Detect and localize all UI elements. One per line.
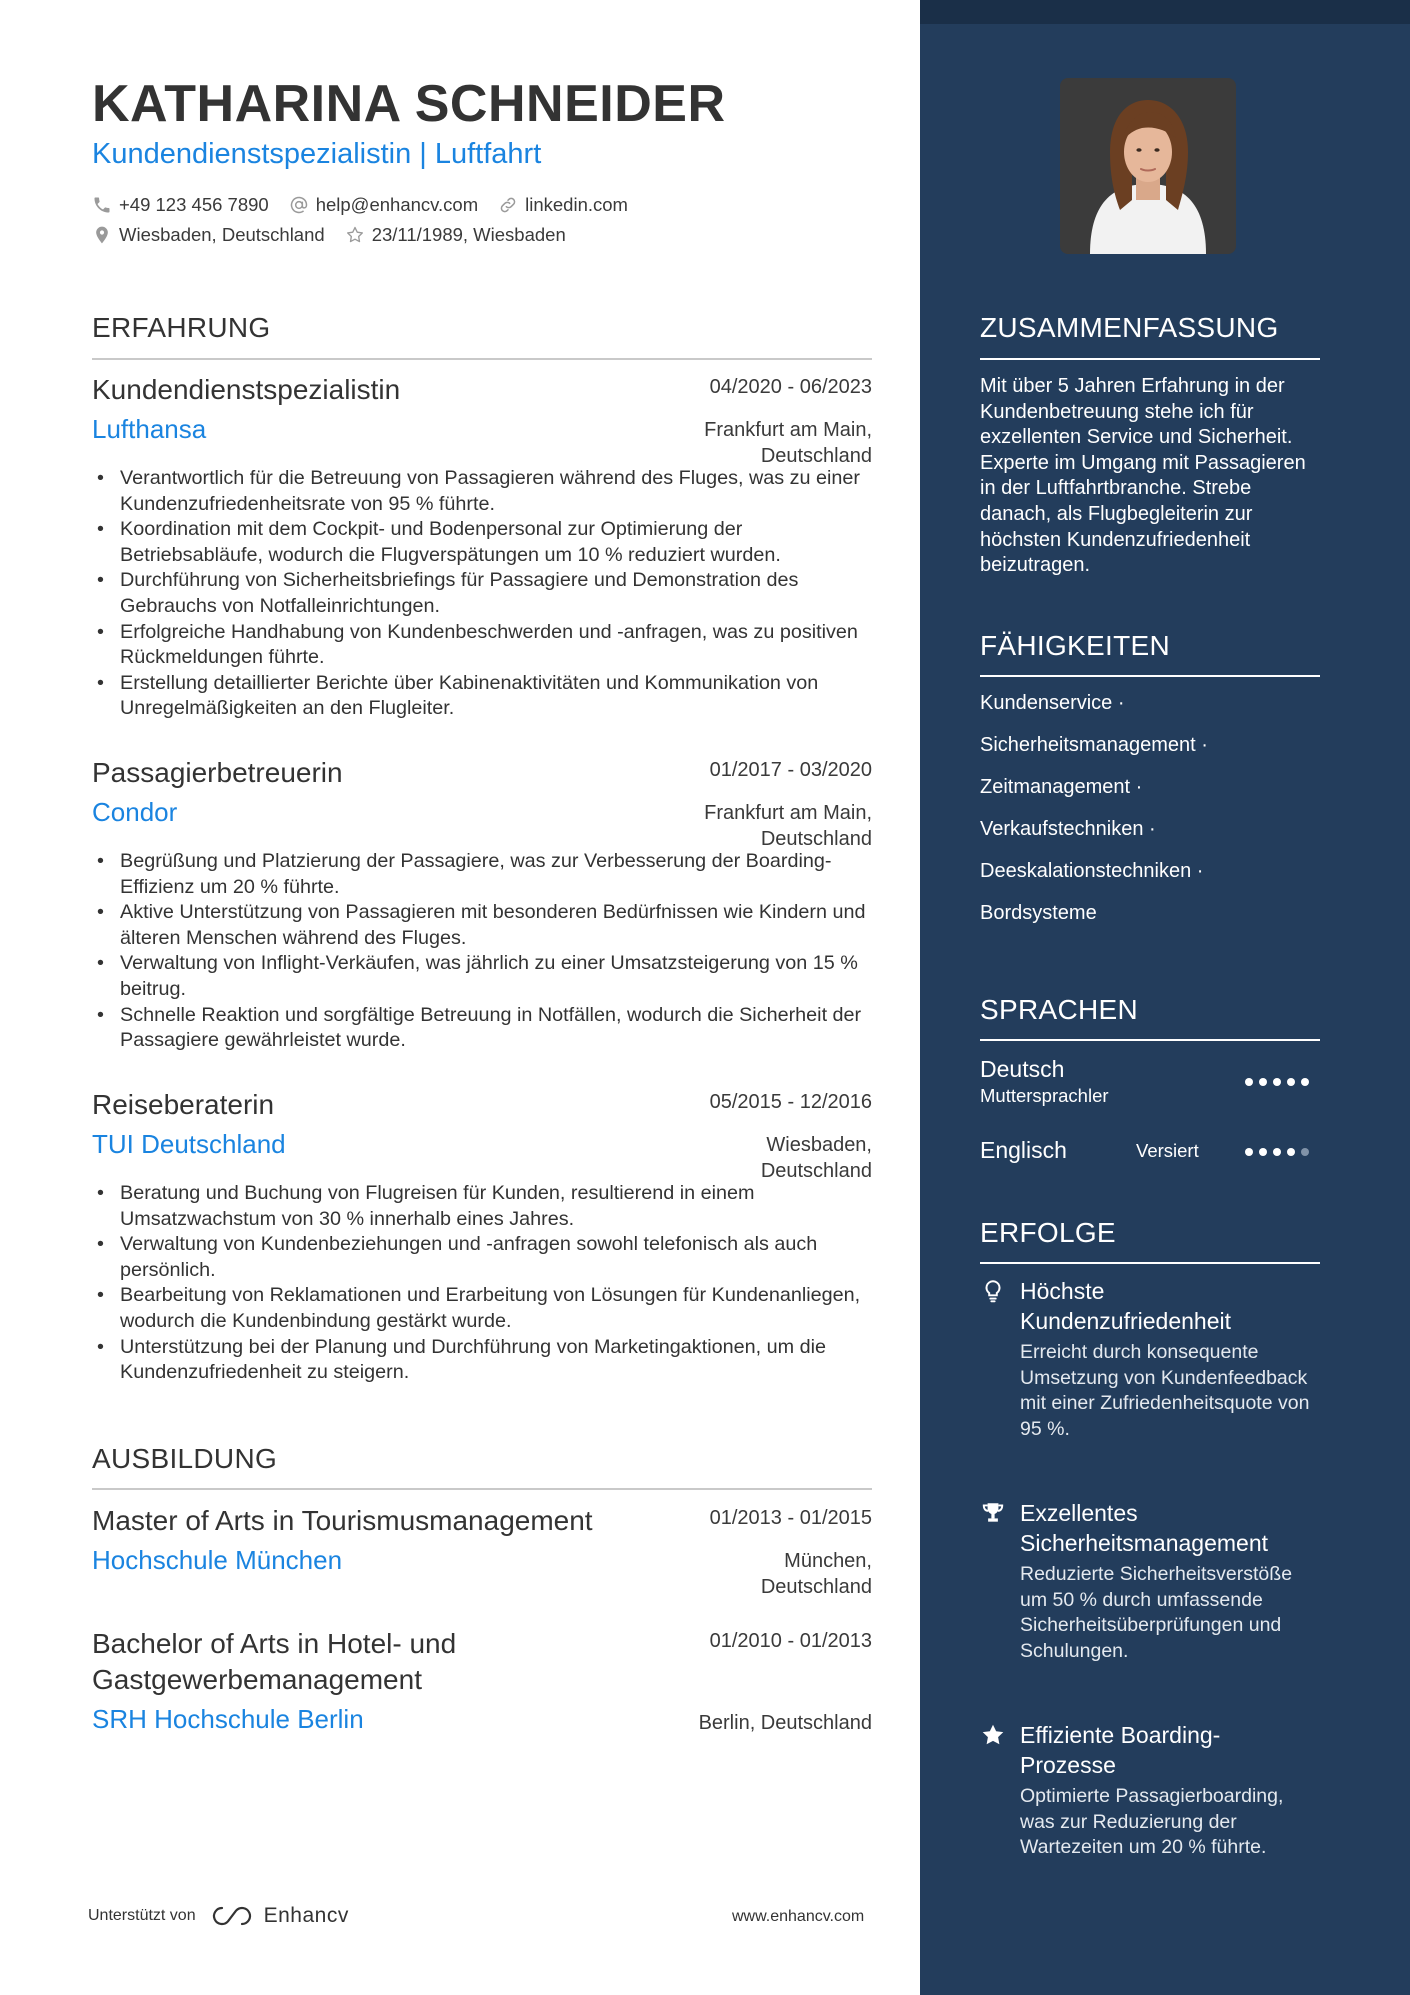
achievements-divider (980, 1262, 1320, 1264)
degree-title: Master of Arts in Tourismusmanagement (92, 1505, 593, 1536)
achievement-title-line1: Effiziente Boarding- (1020, 1722, 1221, 1748)
brand-name: Enhancv (263, 1904, 349, 1927)
rating-dot-filled (1259, 1148, 1267, 1156)
degree-title-line1: Bachelor of Arts in Hotel- und (92, 1628, 457, 1659)
skill-item: Sicherheitsmanagement · (980, 734, 1208, 756)
contact-row-1 (92, 194, 648, 216)
lightbulb-icon (980, 1278, 1006, 1304)
portrait-image (1060, 78, 1236, 254)
job-location-line1: Frankfurt am Main, (704, 419, 872, 441)
profile-photo (1060, 78, 1236, 254)
summary-heading: ZUSAMMENFASSUNG (980, 312, 1279, 343)
powered-by-text: Unterstützt von (88, 1907, 196, 1924)
phone-icon (92, 195, 112, 215)
job-bullets (92, 466, 872, 722)
job-bullet: • Verwaltung von Inflight-Verkäufen, was jährlich zu einer Umsatzsteigerung von 15 % beitrug. (92, 951, 872, 1002)
job-bullet: • Schnelle Reaktion und sorgfältige Betreuung in Notfällen, wodurch die Sicherheit der Passagiere gewährleistet wurde. (92, 1003, 872, 1054)
achievements-heading: ERFOLGE (980, 1217, 1116, 1248)
experience-heading: ERFAHRUNG (92, 312, 271, 343)
job-company: TUI Deutschland (92, 1129, 286, 1159)
email-link[interactable]: help@enhancv.com (315, 194, 479, 215)
rating-dot-filled (1287, 1078, 1295, 1086)
school-name: Hochschule München (92, 1545, 343, 1575)
trophy-icon (980, 1500, 1006, 1526)
enhancv-logo-icon (208, 1904, 256, 1928)
job-role: Passagierbetreuerin (92, 757, 343, 788)
summary-divider (980, 358, 1320, 360)
job-company: Condor (92, 797, 178, 827)
job-company: Lufthansa (92, 414, 207, 444)
rating-dot-filled (1245, 1078, 1253, 1086)
job-location-line1: Wiesbaden, (766, 1134, 872, 1156)
education-location-line1: München, (784, 1550, 872, 1572)
achievement-title-line2: Prozesse (1020, 1752, 1116, 1778)
school-name: SRH Hochschule Berlin (92, 1704, 364, 1734)
skill-item: Verkaufstechniken · (980, 818, 1156, 840)
contact-phone (92, 194, 269, 216)
job-bullet: • Erfolgreiche Handhabung von Kundenbeschwerden und -anfragen, was zu positiven Rückmeldungen führte. (92, 620, 872, 671)
job-role: Kundendienstspezialistin (92, 374, 401, 405)
job-location (761, 1133, 872, 1184)
achievement-title-line1: Höchste (1020, 1278, 1105, 1304)
skills-heading: FÄHIGKEITEN (980, 630, 1170, 661)
summary-text: Mit über 5 Jahren Erfahrung in der Kundenbetreuung stehe ich für exzellenten Service und Sicherheit. Experte im Umgang mit Passagieren in der Luftfahrtbranche. Strebe danach, als Flugbegleiterin zur höchsten Kundenzufriedenheit beizutragen. (980, 375, 1306, 577)
star-icon (980, 1722, 1006, 1748)
sidebar (920, 0, 1410, 1995)
achievement-item (980, 1276, 1360, 1442)
rating-dot-filled (1273, 1078, 1281, 1086)
linkedin-link[interactable]: linkedin.com (525, 194, 628, 215)
map-pin-icon (92, 225, 112, 245)
location-text: Wiesbaden, Deutschland (119, 224, 325, 245)
job-location-line2: Deutschland (760, 444, 872, 467)
education-date: 01/2013 - 01/2015 (709, 1507, 872, 1529)
achievement-title-line1: Exzellentes (1020, 1500, 1138, 1526)
rating-dot-filled (1245, 1148, 1253, 1156)
job-bullet: • Begrüßung und Platzierung der Passagiere, was zur Verbesserung der Boarding-Effizienz um 20 % führte. (92, 849, 872, 900)
job-bullet: • Unterstützung bei der Planung und Durchführung von Marketingaktionen, um die Kundenzufriedenheit zu steigern. (92, 1335, 872, 1386)
contact-row-2 (92, 224, 586, 246)
rating-dot-filled (1301, 1078, 1309, 1086)
job-role: Reiseberaterin (92, 1089, 275, 1120)
job-location-line2: Deutschland (760, 827, 872, 850)
contact-birth (345, 224, 566, 246)
experience-entry (92, 1087, 872, 1386)
job-bullet: • Verantwortlich für die Betreuung von Passagieren während des Fluges, was zu einer Kundenzufriedenheitsrate von 95 % führte. (92, 466, 872, 517)
language-name: Deutsch (980, 1056, 1065, 1082)
language-rating (1245, 1078, 1315, 1086)
contact-linkedin (498, 194, 628, 216)
languages-heading: SPRACHEN (980, 994, 1138, 1025)
candidate-title: Kundendienstspezialistin | Luftfahrt (92, 138, 542, 170)
education-divider (92, 1488, 872, 1490)
language-level: Versiert (1136, 1140, 1199, 1161)
job-bullet: • Bearbeitung von Reklamationen und Erarbeitung von Lösungen für Kundenanliegen, wodurch die Kundenbindung gestärkt wurde. (92, 1283, 872, 1334)
skill-item: Deeskalationstechniken · (980, 860, 1204, 882)
achievement-desc: Erreicht durch konsequente Umsetzung von Kundenfeedback mit einer Zufriedenheitsquote von 95 %. (1020, 1341, 1310, 1440)
rating-dot-filled (1273, 1148, 1281, 1156)
job-bullets (92, 1181, 872, 1386)
education-entry (92, 1626, 872, 1736)
sidebar-top-bar (920, 0, 1410, 24)
language-level: Muttersprachler (980, 1085, 1109, 1106)
degree-title-line2: Gastgewerbemanagement (92, 1664, 422, 1695)
candidate-name: KATHARINA SCHNEIDER (92, 75, 726, 133)
job-bullet: • Verwaltung von Kundenbeziehungen und -anfragen sowohl telefonisch als auch persönlich. (92, 1232, 872, 1283)
education-location-line2: Deutschland (760, 1575, 872, 1598)
job-location (704, 418, 872, 469)
experience-divider (92, 358, 872, 360)
language-name: Englisch (980, 1137, 1067, 1163)
job-location-line1: Frankfurt am Main, (704, 802, 872, 824)
education-entry (92, 1503, 872, 1598)
achievement-title-line2: Sicherheitsmanagement (1020, 1530, 1269, 1556)
achievement-desc: Optimierte Passagierboarding, was zur Reduzierung der Wartezeiten um 20 % führte. (1020, 1785, 1284, 1859)
education-heading: AUSBILDUNG (92, 1443, 278, 1474)
footer-branding (88, 1904, 349, 1928)
skill-item: Bordsysteme (980, 902, 1097, 924)
star-outline-icon (345, 225, 365, 245)
job-bullet: • Koordination mit dem Cockpit- und Bodenpersonal zur Optimierung der Betriebsabläufe, wodurch die Flugverspätungen um 10 % reduziert wurden. (92, 517, 872, 568)
job-date: 01/2017 - 03/2020 (709, 759, 872, 781)
education-location: Berlin, Deutschland (698, 1712, 872, 1734)
rating-dot-empty (1301, 1148, 1309, 1156)
rating-dot-filled (1259, 1078, 1267, 1086)
job-location-line2: Deutschland (760, 1159, 872, 1182)
birth-text: 23/11/1989, Wiesbaden (371, 224, 566, 245)
experience-entry (92, 755, 872, 1054)
job-date: 05/2015 - 12/2016 (709, 1091, 872, 1113)
achievement-title-line2: Kundenzufriedenheit (1020, 1308, 1231, 1334)
education-date: 01/2010 - 01/2013 (709, 1630, 872, 1652)
language-rating (1245, 1148, 1315, 1156)
skill-item: Zeitmanagement · (980, 776, 1143, 798)
job-bullet: • Aktive Unterstützung von Passagieren mit besonderen Bedürfnissen wie Kindern und älteren Menschen während des Fluges. (92, 900, 872, 951)
skills-divider (980, 675, 1320, 677)
job-bullet: • Durchführung von Sicherheitsbriefings für Passagiere und Demonstration des Gebrauchs von Notfalleinrichtungen. (92, 568, 872, 619)
skill-item: Kundenservice · (980, 692, 1125, 714)
rating-dot-filled (1287, 1148, 1295, 1156)
phone-text[interactable]: +49 123 456 7890 (119, 194, 269, 215)
achievement-item (980, 1720, 1360, 1861)
job-bullet: • Erstellung detaillierter Berichte über Kabinenaktivitäten und Kommunikation von Unregelmäßigkeiten an den Flugleiter. (92, 671, 872, 722)
contact-location (92, 224, 325, 246)
job-date: 04/2020 - 06/2023 (709, 376, 872, 398)
languages-divider (980, 1039, 1320, 1041)
job-bullets (92, 849, 872, 1054)
footer-website[interactable]: www.enhancv.com (732, 1908, 865, 1925)
job-bullet: • Beratung und Buchung von Flugreisen für Kunden, resultierend in einem Umsatzwachstum von 30 % innerhalb eines Jahres. (92, 1181, 872, 1232)
job-location (704, 801, 872, 852)
at-sign-icon (289, 195, 309, 215)
experience-entry (92, 372, 872, 722)
contact-email (289, 194, 478, 216)
education-location (761, 1549, 872, 1600)
link-icon (498, 195, 518, 215)
achievement-desc: Reduzierte Sicherheitsverstöße um 50 % durch umfassende Sicherheitsüberprüfungen und Schulungen. (1020, 1563, 1293, 1662)
achievement-item (980, 1498, 1360, 1664)
